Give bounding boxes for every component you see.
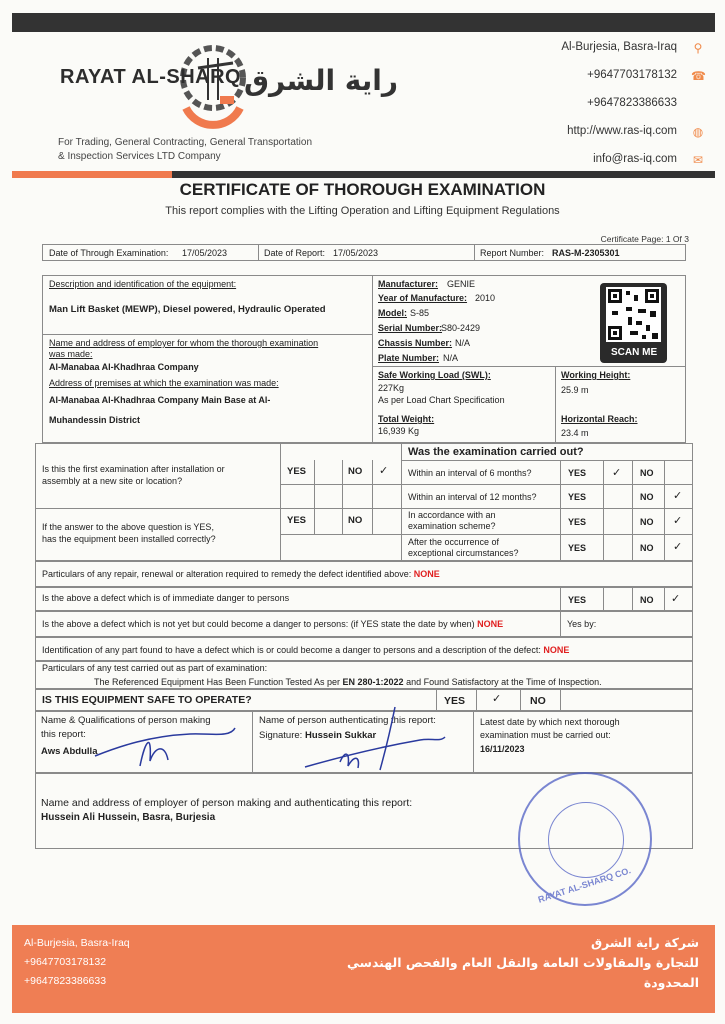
plate-label: Plate Number: [378,353,440,363]
chassis-label: Chassis Number: [378,338,453,348]
question-installed-line-2: has the equipment been installed correctly? [42,534,216,544]
equipment-desc-label: Description and identification of the equipment: [49,279,237,289]
repair-label [42,569,440,579]
immediate-danger-no-check-icon: ✓ [671,593,681,605]
divider [42,334,372,335]
question-installed-line-1: If the answer to the above question is YES, [42,522,214,532]
employer-of-examiner-value: Hussein Ali Hussein, Basra, Burjesia [41,812,216,823]
divider [401,460,693,461]
repair-text: Particulars of any repair, renewal or alteration required to remedy the defect identified above: [42,569,412,579]
tests-label: Particulars of any test carried out as part of examination: [42,663,268,673]
report-number: RAS-M-2305301 [552,248,620,258]
qr-code-icon [606,287,661,342]
scan-me-label: SCAN ME [611,347,658,358]
question-first-exam-line-1: Is this the first examination after installation or [42,464,225,474]
divider [520,689,521,711]
future-danger-value: NONE [477,619,504,629]
divider [372,275,373,443]
scheme-no-check-icon: ✓ [673,515,683,527]
divider [401,534,693,535]
plate-value: N/A [443,353,459,363]
tagline-line-1: For Trading, General Contracting, General Transportation [58,137,313,148]
scheme-no[interactable]: NO [640,517,654,527]
installed-yes[interactable]: YES [287,515,307,526]
working-height-value: 25.9 m [561,385,589,395]
report-date: 17/05/2023 [333,248,379,258]
divider [560,587,561,611]
certificate-page-number: Certificate Page: 1 Of 3 [600,234,689,244]
divider [664,587,665,611]
exceptional-label-2: exceptional circumstances? [408,548,519,558]
first-exam-yes[interactable]: YES [287,466,307,477]
exam-date-label: Date of Through Examination: [49,248,169,258]
divider [603,460,604,561]
yes-by-label: Yes by: [567,619,597,629]
report-number-label: Report Number: [480,248,545,258]
model-value: S-85 [410,308,430,318]
divider [632,587,633,611]
swl-label: Safe Working Load (SWL): [378,370,491,380]
immediate-danger-yes[interactable]: YES [568,595,587,605]
year-label: Year of Manufacture: [378,293,468,303]
manufacturer-value: GENIE [447,279,476,289]
contact-phone-2: +9647823386633 [587,97,677,109]
next-exam-label-1: Latest date by which next thorough [480,717,620,727]
company-stamp-icon [518,772,652,906]
employer-label-1: Name and address of employer for whom the thorough examination [49,338,319,348]
authenticator-label: Name of person authenticating this report: [259,715,436,726]
signature-prefix: Signature: [259,730,303,741]
exceptional-label-1: After the occurrence of [408,537,500,547]
swl-value: 227Kg [378,383,405,393]
divider [258,244,259,261]
report-date-label: Date of Report: [264,248,326,258]
interval-12-no[interactable]: NO [640,492,654,502]
contact-phone-1: +9647703178132 [587,69,677,81]
scheme-yes[interactable]: YES [568,517,587,527]
total-weight-label: Total Weight: [378,414,435,424]
divider [473,711,474,773]
safe-to-operate-label: IS THIS EQUIPMENT SAFE TO OPERATE? [42,694,252,706]
exceptional-no-check-icon: ✓ [673,541,683,553]
premises-label: Address of premises at which the examination was made: [49,378,279,388]
brand-name-ar: راية الشرق [244,64,399,97]
divider [280,443,281,561]
manufacturer-label: Manufacturer: [378,279,439,289]
divider [280,534,401,535]
divider [560,611,561,637]
chassis-value: N/A [455,338,471,348]
maker-signature-icon [90,716,240,771]
first-exam-no-check-icon: ✓ [379,465,389,477]
header-separator [12,171,715,178]
interval-12-label: Within an interval of 12 months? [408,492,537,502]
question-first-exam-line-2: assembly at a new site or location? [42,476,183,486]
premises-line-2: Muhandessin District [49,415,141,425]
email-icon: ✉ [692,153,704,167]
contact-address: Al-Burjesia, Basra-Iraq [561,41,677,53]
divider [560,689,561,711]
divider [555,366,556,443]
report-maker-name: Aws Abdulla [41,746,98,757]
footer-company-ar: شركة راية الشرق [590,935,699,950]
first-exam-no[interactable]: NO [348,466,363,477]
divider [664,460,665,561]
divider [314,460,315,534]
divider [560,460,561,561]
exceptional-yes[interactable]: YES [568,543,587,553]
identification-label [42,645,569,655]
contact-website[interactable]: http://www.ras-iq.com [567,125,677,137]
tests-result-end: and Found Satisfactory at the Time of Inspection. [406,677,602,687]
divider [476,689,477,711]
next-exam-date: 16/11/2023 [480,744,525,754]
employer-name: Al-Manabaa Al-Khadhraa Company [49,362,199,372]
premises-line-1: Al-Manabaa Al-Khadhraa Company Main Base at Al- [49,395,271,405]
interval-6-label: Within an interval of 6 months? [408,468,532,478]
footer-bar [12,925,715,1013]
scheme-label-2: examination scheme? [408,521,496,531]
exceptional-no[interactable]: NO [640,543,654,553]
phone-icon: ☎ [691,69,706,83]
qr-code-block[interactable] [600,283,667,363]
footer-address: Al-Burjesia, Basra-Iraq [24,937,130,949]
interval-12-yes[interactable]: YES [568,492,587,502]
future-danger-label [42,619,503,629]
carried-out-header: Was the examination carried out? [408,446,584,458]
serial-value: S80-2429 [441,323,481,333]
safe-yes[interactable]: YES [444,695,466,707]
divider [474,244,475,261]
authenticator-signature-icon [300,702,450,774]
swl-note: As per Load Chart Specification [378,395,505,405]
total-weight-value: 16,939 Kg [378,426,420,436]
working-height-label: Working Height: [561,370,631,380]
header-top-bar [12,13,715,32]
footer-activities-ar: للتجارة والمقاولات العامة والنقل العام والفحص الهندسي [347,955,699,970]
divider [603,587,604,611]
tagline-line-2: & Inspection Services LTD Company [58,151,221,162]
footer-phone-2: +9647823386633 [24,975,107,987]
interval-6-yes[interactable]: YES [568,468,587,478]
exam-date: 17/05/2023 [182,248,228,258]
interval-6-no[interactable]: NO [640,468,654,478]
stamp-text: RAYAT AL-SHARQ CO. [536,865,633,905]
safe-no[interactable]: NO [530,695,546,707]
footer-phone-1: +9647703178132 [24,956,107,968]
equipment-description: Man Lift Basket (MEWP), Diesel powered, Hydraulic Operated [49,304,326,315]
company-tagline [58,136,312,164]
report-maker-label-1: Name & Qualifications of person making [41,715,211,726]
safe-yes-check-icon: ✓ [492,693,502,705]
interval-6-yes-check-icon: ✓ [612,467,622,479]
interval-12-no-check-icon: ✓ [673,490,683,502]
tests-result [94,677,602,687]
identification-text: Identification of any part found to have a defect which is or could become a danger to persons and a description of the defect: [42,645,541,655]
employer-label-2: was made: [49,349,93,359]
divider [252,711,253,773]
document-title: CERTIFICATE OF THOROUGH EXAMINATION [179,180,546,199]
divider [372,460,373,534]
next-exam-label-2: examination must be carried out: [480,730,611,740]
globe-icon: ◍ [692,125,704,139]
identification-value: NONE [543,645,570,655]
tests-result-text: The Referenced Equipment Has Been Function Tested As per [94,677,340,687]
installed-no[interactable]: NO [348,515,363,526]
serial-label: Serial Number: [378,323,443,333]
scheme-label-1: In accordance with an [408,510,496,520]
model-label: Model: [378,308,407,318]
employer-of-examiner-label: Name and address of employer of person making and authenticating this report: [41,797,413,809]
horizontal-reach-label: Horizontal Reach: [561,414,638,424]
future-danger-text: Is the above a defect which is not yet but could become a danger to persons: (if YES state the date by when) [42,619,475,629]
report-maker-label-2: this report: [41,729,86,740]
brand-name-en: RAYAT AL-SHARQ [60,66,242,88]
immediate-danger-label: Is the above a defect which is of immediate danger to persons [42,593,290,603]
horizontal-reach-value: 23.4 m [561,428,589,438]
authenticator-name: Hussein Sukkar [304,730,377,741]
location-pin-icon: ⚲ [693,41,703,55]
footer-limited-ar: المحدودة [643,975,699,990]
repair-value: NONE [413,569,440,579]
divider [35,508,693,509]
divider [632,460,633,561]
year-value: 2010 [475,293,496,303]
divider [372,366,686,367]
tests-standard: EN 280-1:2022 [342,677,404,687]
contact-email[interactable]: info@ras-iq.com [593,153,677,165]
document-subtitle: This report complies with the Lifting Operation and Lifting Equipment Regulations [165,205,560,217]
immediate-danger-no[interactable]: NO [640,595,654,605]
divider [342,460,343,534]
